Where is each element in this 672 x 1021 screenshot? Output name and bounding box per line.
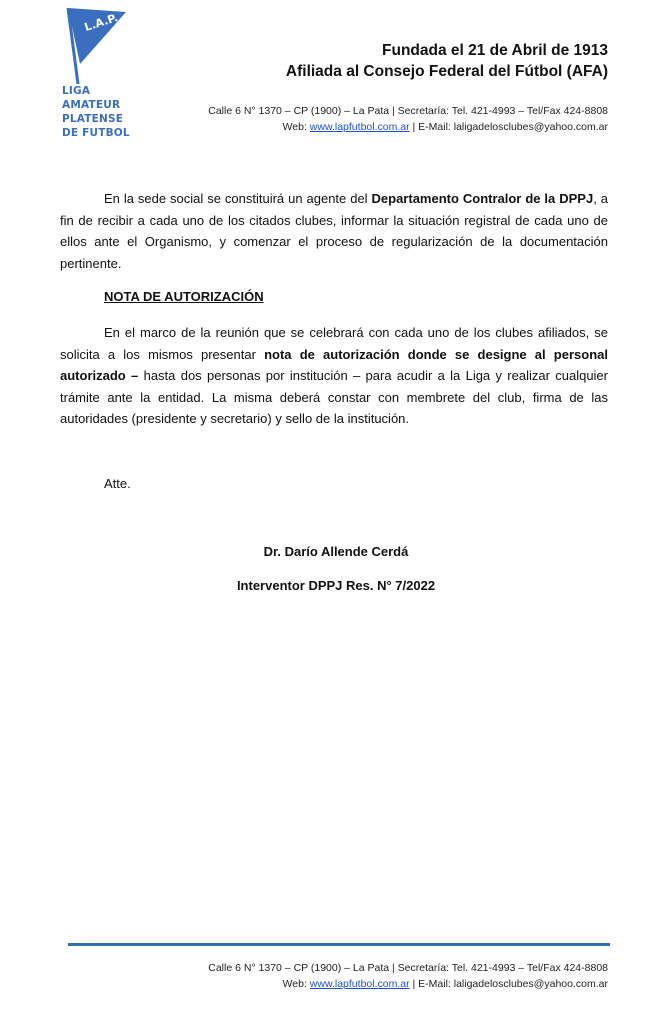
closing: Atte. xyxy=(104,476,131,491)
web-label: Web: xyxy=(282,121,307,133)
web-email-line xyxy=(208,976,608,992)
paragraph-authorization xyxy=(60,322,608,430)
signatory-title: Interventor DPPJ Res. N° 7/2022 xyxy=(236,578,436,593)
contact-info-footer xyxy=(208,960,608,992)
p2-text-b: hasta dos personas por institución – para acudir a la Liga y realizar cualquier trámite ante la entidad. La misma deberá constar con membrete del club, firma de las autoridades (presidente y secretario) y sello de la institución. xyxy=(60,368,608,427)
p1-text-a: En la sede social se constituirá un agente del xyxy=(104,191,372,206)
section-heading: NOTA DE AUTORIZACIÓN xyxy=(104,289,264,304)
p2-bold: nota de autorización donde se designe al personal autorizado – xyxy=(60,346,608,384)
website-link[interactable]: www.lapfutbol.com.ar xyxy=(309,978,410,990)
web-email-line xyxy=(208,119,608,135)
founded-line: Fundada el 21 de Abril de 1913 xyxy=(382,42,608,59)
paragraph-intro xyxy=(60,188,608,274)
address-line: Calle 6 N° 1370 – CP (1900) – La Pata | Secretaría: Tel. 421-4993 – Tel/Fax 424-8808 xyxy=(208,105,608,117)
footer-divider xyxy=(68,943,610,946)
email-text: | E-Mail: laligadelosclubes@yahoo.com.ar xyxy=(412,978,608,990)
email-text: | E-Mail: laligadelosclubes@yahoo.com.ar xyxy=(412,121,608,133)
address-line: Calle 6 N° 1370 – CP (1900) – La Pata | Secretaría: Tel. 421-4993 – Tel/Fax 424-8808 xyxy=(208,962,608,974)
website-link[interactable]: www.lapfutbol.com.ar xyxy=(309,121,410,133)
p1-bold: Departamento Contralor de la DPPJ xyxy=(371,191,594,206)
signatory-name: Dr. Darío Allende Cerdá xyxy=(263,544,409,559)
affiliation-line: Afiliada al Consejo Federal del Fútbol (AFA) xyxy=(285,63,608,80)
letterhead-title xyxy=(286,40,608,82)
logo-line: PLATENSE xyxy=(62,113,124,125)
web-label: Web: xyxy=(282,978,307,990)
logo-line: DE FUTBOL xyxy=(62,127,130,139)
logo-line: AMATEUR xyxy=(62,99,121,111)
p1-text-b: , a fin de recibir a cada uno de los citados clubes, informar la situación registral de cada uno de ellos ante el Organismo, y comenzar el proceso de regularización de la documentación pertinente. xyxy=(60,191,608,271)
pennant-text: L.A.P. xyxy=(82,11,120,34)
league-logo xyxy=(62,6,142,139)
logo-wordmark xyxy=(62,84,130,140)
contact-info-top xyxy=(208,103,608,135)
p2-text-a: En el marco de la reunión que se celebrará con cada uno de los clubes afiliados, se solicita a los mismos presentar xyxy=(60,325,608,362)
logo-line: LIGA xyxy=(62,85,91,97)
